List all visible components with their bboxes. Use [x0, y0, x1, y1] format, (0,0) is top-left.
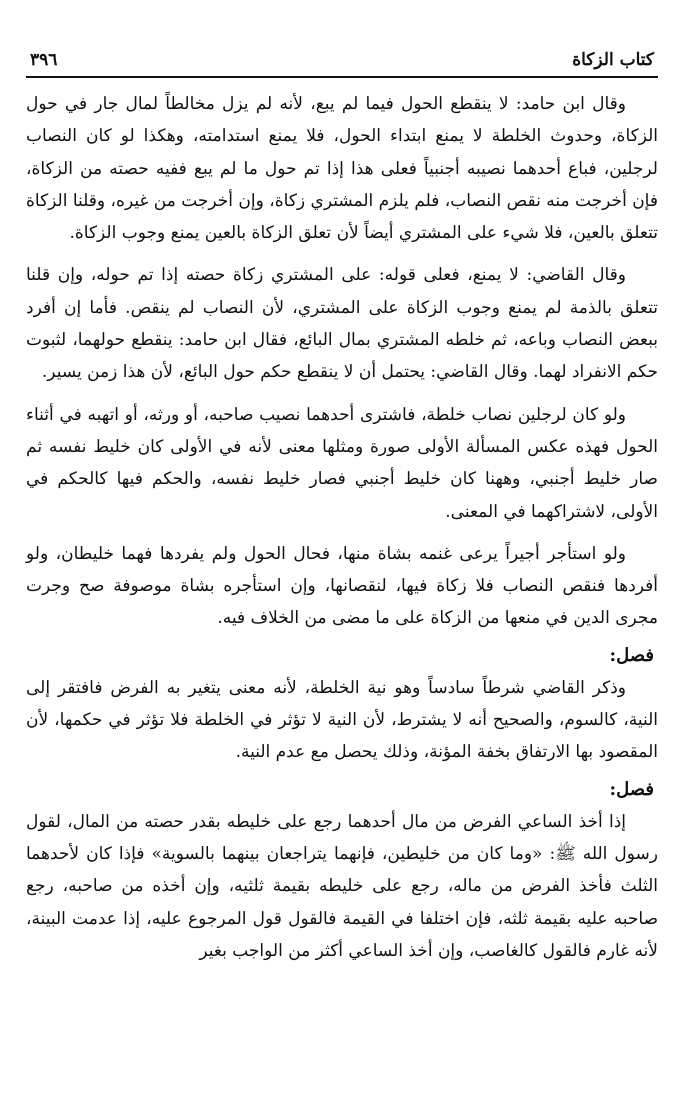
section-2-text: إذا أخذ الساعي الفرض من مال أحدهما رجع على خليطه بقدر حصته من المال، لقول رسول الله ﷺ: «وما كان من خليطين، فإنهما يتراجعان بينهما بالسوية» فإذا كان لأحدهما الثلث فأخذ الفرض من ماله، رجع على خليطه بقيمة ثلثيه، وإن أخذه من صاحبه، رجع صاحبه عليه بقيمة ثلثه، فإن اختلفا في القيمة فالقول قول المرجوع عليه، إذا عدمت البينة، لأنه غارم فالقول كالغاصب، وإن أخذ الساعي أكثر من الواجب بغير: [26, 811, 658, 961]
page-header: [26, 40, 658, 74]
book-title: كتاب الزكاة: [572, 50, 654, 70]
paragraph-2: وقال القاضي: لا يمنع، فعلى قوله: على المشتري زكاة حصته إذا تم حوله، وإن قلنا تتعلق بالذمة لم يمنع وجوب الزكاة على المشتري، لأن النصاب لم ينقص. فأما إن أفرد ببعض النصاب وباعه، ثم خلطه المشتري بمال البائع، فقال ابن حامد: ينقطع حولهما، لثبوت حكم الانفراد لهما. وقال القاضي: يحتمل أن لا ينقطع حكم حول البائع، لأن هذا زمن يسير.: [26, 265, 658, 383]
paragraph-4: ولو استأجر أجيراً يرعى غنمه بشاة منها، فحال الحول ولم يفردها فهما خليطان، ولو أفردها فنقص النصاب فلا زكاة فيها، لنقصانها، وإن استأجره بشاة موصوفة صح وجرت مجرى الدين في منعها من الزكاة على ما مضى من الخلاف فيه.: [26, 543, 658, 629]
section-heading-1: فصل:: [609, 644, 654, 666]
paragraph-1: وقال ابن حامد: لا ينقطع الحول فيما لم يبع، لأنه لم يزل مخالطاً لمال جار في حول الزكاة، وحدوث الخلطة لا يمنع ابتداء الحول، فلا يمنع استدامته، وهكذا لو كان النصاب لرجلين، فباع أحدهما نصيبه أجنبياً فعلى هذا إذا تم حول ما لم يبع ففيه حصته من الزكاة، فإن أخرجت منه نقص النصاب، فلم يلزم المشتري زكاة، وإن أخرجت من غيره، وقلنا الزكاة تتعلق بالعين، فلا شيء على المشتري أيضاً لأن تعلق الزكاة بالعين يمنع وجوب الزكاة.: [26, 94, 658, 244]
paragraph-3: ولو كان لرجلين نصاب خلطة، فاشترى أحدهما نصيب صاحبه، أو ورثه، أو اتهبه في أثناء الحول فهذه عكس المسألة الأولى صورة ومثلها معنى لأنه في الأولى كان خليط نفسه ثم صار خليط أجنبي، وههنا كان خليط أجنبي فصار خليط نفسه، والحكم فيها كالحكم في الأولى، لاشتراكهما في المعنى.: [26, 404, 658, 522]
page-number: ٣٩٦: [30, 50, 58, 70]
section-heading-2: فصل:: [609, 778, 654, 800]
section-1-text: وذكر القاضي شرطاً سادساً وهو نية الخلطة، لأنه معنى يتغير به الفرض فافتقر إلى النية، كالسوم، والصحيح أنه لا يشترط، لأن النية لا تؤثر في الخلطة فلا تؤثر في حكمها، لأن المقصود بها الارتفاق بخفة المؤنة، وذلك يحصل مع عدم النية.: [26, 677, 658, 763]
header-rule: [26, 76, 658, 78]
